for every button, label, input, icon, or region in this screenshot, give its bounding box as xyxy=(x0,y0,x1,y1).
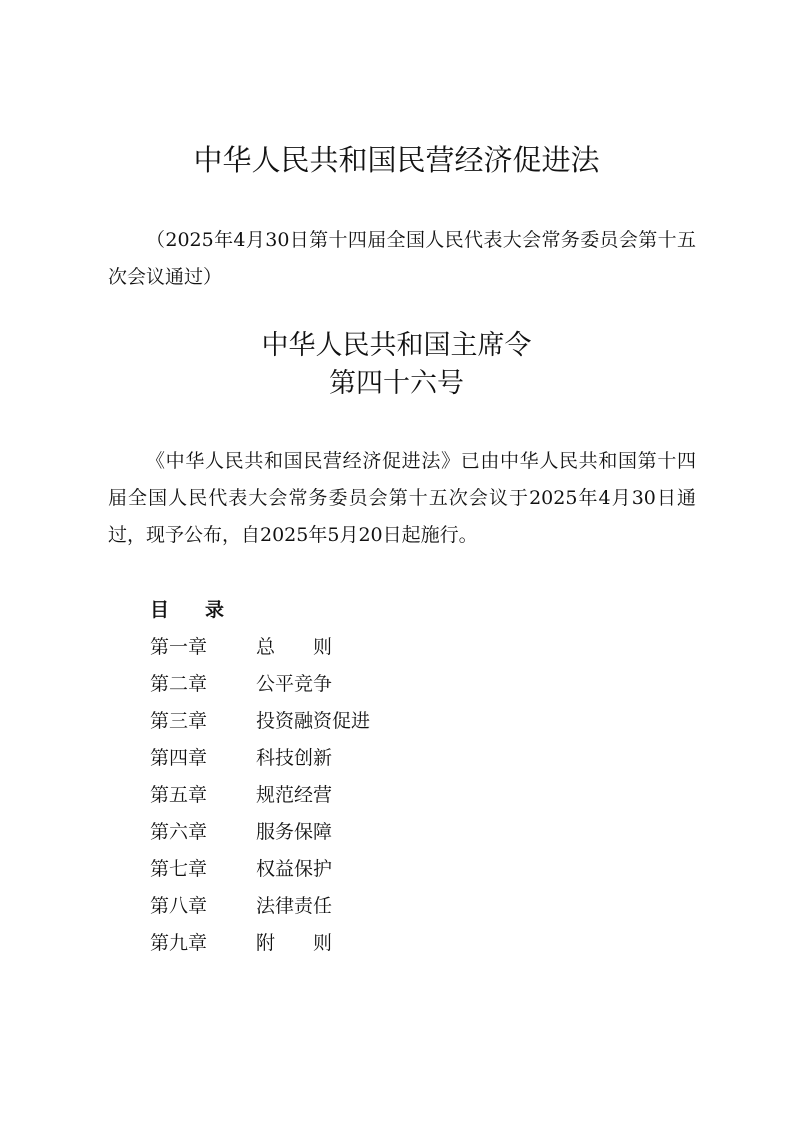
chapter-number: 第二章 xyxy=(150,673,208,695)
toc-item xyxy=(150,814,370,851)
toc-item xyxy=(150,666,370,703)
chapter-name: 服务保障 xyxy=(256,821,333,843)
toc-item xyxy=(150,925,370,962)
chapter-name: 总则 xyxy=(256,636,371,658)
toc-item xyxy=(150,703,370,740)
law-title: 中华人民共和国民营经济促进法 xyxy=(193,143,600,177)
toc-item xyxy=(150,888,370,925)
toc-item xyxy=(150,777,370,814)
chapter-number: 第六章 xyxy=(150,821,208,843)
chapter-name: 规范经营 xyxy=(256,784,333,806)
adoption-note: （2025年4月30日第十四届全国人民代表大会常务委员会第十五次会议通过） xyxy=(108,229,696,288)
presidential-order-number: 第四十六号 xyxy=(329,368,464,399)
chapter-name: 权益保护 xyxy=(256,858,333,880)
toc-item xyxy=(150,851,370,888)
chapter-number: 第三章 xyxy=(150,710,208,732)
chapter-number: 第七章 xyxy=(150,858,208,880)
toc-item xyxy=(150,740,370,777)
promulgation-paragraph: 《中华人民共和国民营经济促进法》已由中华人民共和国第十四届全国人民代表大会常务委员会第十五次会议于2025年4月30日通过，现予公布，自2025年5月20日起施行。 xyxy=(108,450,696,546)
chapter-name: 投资融资促进 xyxy=(256,710,371,732)
chapter-number: 第九章 xyxy=(150,932,208,954)
chapter-number: 第五章 xyxy=(150,784,208,806)
chapter-name: 法律责任 xyxy=(256,895,333,917)
chapter-name: 附则 xyxy=(256,932,371,954)
toc-heading: 目录 xyxy=(150,599,261,621)
chapter-number: 第八章 xyxy=(150,895,208,917)
chapter-number: 第一章 xyxy=(150,636,208,658)
toc-item xyxy=(150,629,370,666)
chapter-number: 第四章 xyxy=(150,747,208,769)
chapter-name: 科技创新 xyxy=(256,747,333,769)
table-of-contents xyxy=(150,629,370,962)
chapter-name: 公平竞争 xyxy=(256,673,333,695)
presidential-order-title: 中华人民共和国主席令 xyxy=(261,330,532,361)
